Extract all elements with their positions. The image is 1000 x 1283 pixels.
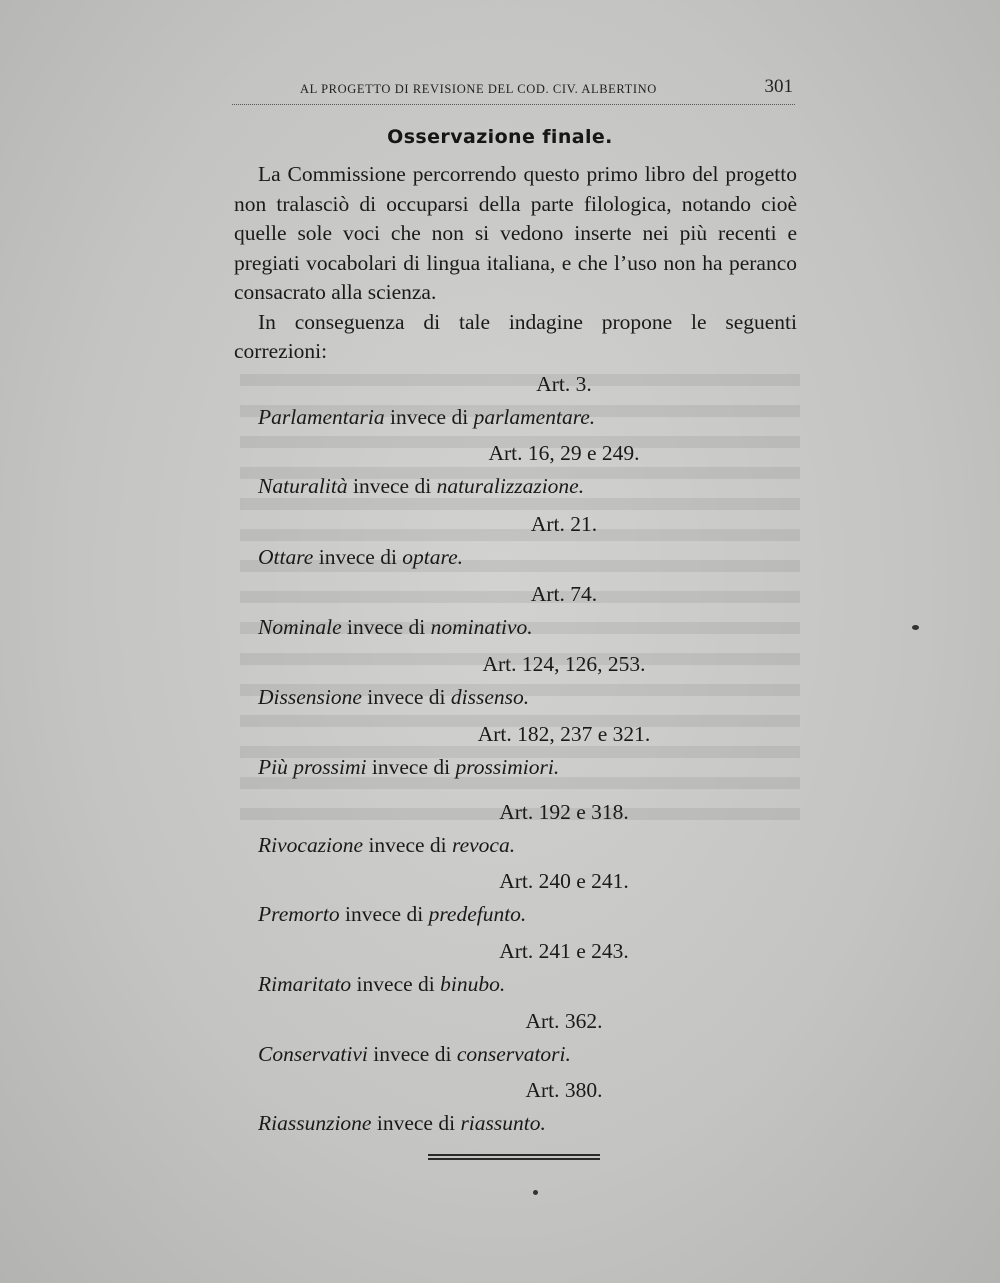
instead-of-text: invece di (389, 405, 469, 429)
original-term: dissenso. (450, 685, 530, 709)
page-number: 301 (764, 76, 793, 97)
instead-of-text: invece di (373, 1042, 452, 1066)
proposed-term: Più prossimi (258, 755, 367, 779)
original-term: prossimiori. (455, 755, 560, 779)
correction-line (258, 902, 858, 927)
correction-line (258, 1042, 858, 1067)
article-heading: Art. 124, 126, 253. (482, 652, 646, 676)
proposed-term: Ottare (258, 545, 314, 569)
article-heading: Art. 16, 29 e 249. (488, 441, 640, 465)
original-term: revoca. (452, 833, 516, 857)
instead-of-text: invece di (367, 685, 446, 709)
instead-of-text: invece di (352, 474, 432, 498)
print-speck (533, 1190, 538, 1195)
proposed-term: Conservativi (258, 1042, 368, 1066)
correction-line (258, 685, 858, 710)
proposed-term: Premorto (258, 902, 340, 926)
print-speck (912, 625, 919, 630)
article-heading: Art. 3. (536, 372, 592, 396)
correction-line (258, 833, 858, 858)
instead-of-text: invece di (346, 615, 426, 639)
article-heading: Art. 192 e 318. (499, 800, 629, 824)
paragraph: La Commissione percorrendo questo primo libro del progetto non tralasciò di occuparsi della parte filologica, notando cioè quelle sole voci che non si vedono inserte nei più recenti e pregiati vocabolari di lingua italiana, e che l’uso non ha peranco consacrato alla scienza. (234, 162, 797, 304)
proposed-term: Parlamentaria (258, 405, 385, 429)
correction-line (258, 972, 858, 997)
article-heading: Art. 240 e 241. (499, 869, 629, 893)
article-heading: Art. 241 e 243. (499, 939, 629, 963)
instead-of-text: invece di (356, 972, 435, 996)
instead-of-text: invece di (318, 545, 397, 569)
original-term: predefunto. (428, 902, 527, 926)
original-term: nominativo. (430, 615, 533, 639)
article-heading: Art. 182, 237 e 321. (477, 722, 651, 746)
original-term: conservatori. (456, 1042, 571, 1066)
original-term: binubo. (440, 972, 506, 996)
section-title: Osservazione finale. (387, 126, 613, 148)
correction-line (258, 1111, 858, 1136)
proposed-term: Dissensione (258, 685, 362, 709)
original-term: riassunto. (460, 1111, 546, 1135)
original-term: parlamentare. (473, 405, 596, 429)
correction-line (258, 545, 858, 570)
end-rule (428, 1154, 600, 1160)
proposed-term: Rivocazione (258, 833, 364, 857)
instead-of-text: invece di (371, 755, 451, 779)
instead-of-text: invece di (368, 833, 447, 857)
correction-line (258, 615, 858, 640)
proposed-term: Riassunzione (258, 1111, 372, 1135)
proposed-term: Rimaritato (258, 972, 352, 996)
article-heading: Art. 74. (530, 582, 598, 606)
correction-line (258, 474, 858, 499)
original-term: naturalizzazione. (436, 474, 585, 498)
article-heading: Art. 362. (525, 1009, 603, 1033)
instead-of-text: invece di (345, 902, 424, 926)
proposed-term: Nominale (258, 615, 342, 639)
original-term: optare. (402, 545, 464, 569)
correction-line (258, 405, 858, 430)
correction-line (258, 755, 858, 780)
article-heading: Art. 21. (530, 512, 598, 536)
running-title: AL PROGETTO DI REVISIONE DEL COD. CIV. ALBERTINO (300, 82, 657, 96)
article-heading: Art. 380. (525, 1078, 603, 1102)
instead-of-text: invece di (376, 1111, 456, 1135)
paragraph: In conseguenza di tale indagine propone le seguenti correzioni: (234, 309, 797, 363)
proposed-term: Naturalità (258, 474, 348, 498)
